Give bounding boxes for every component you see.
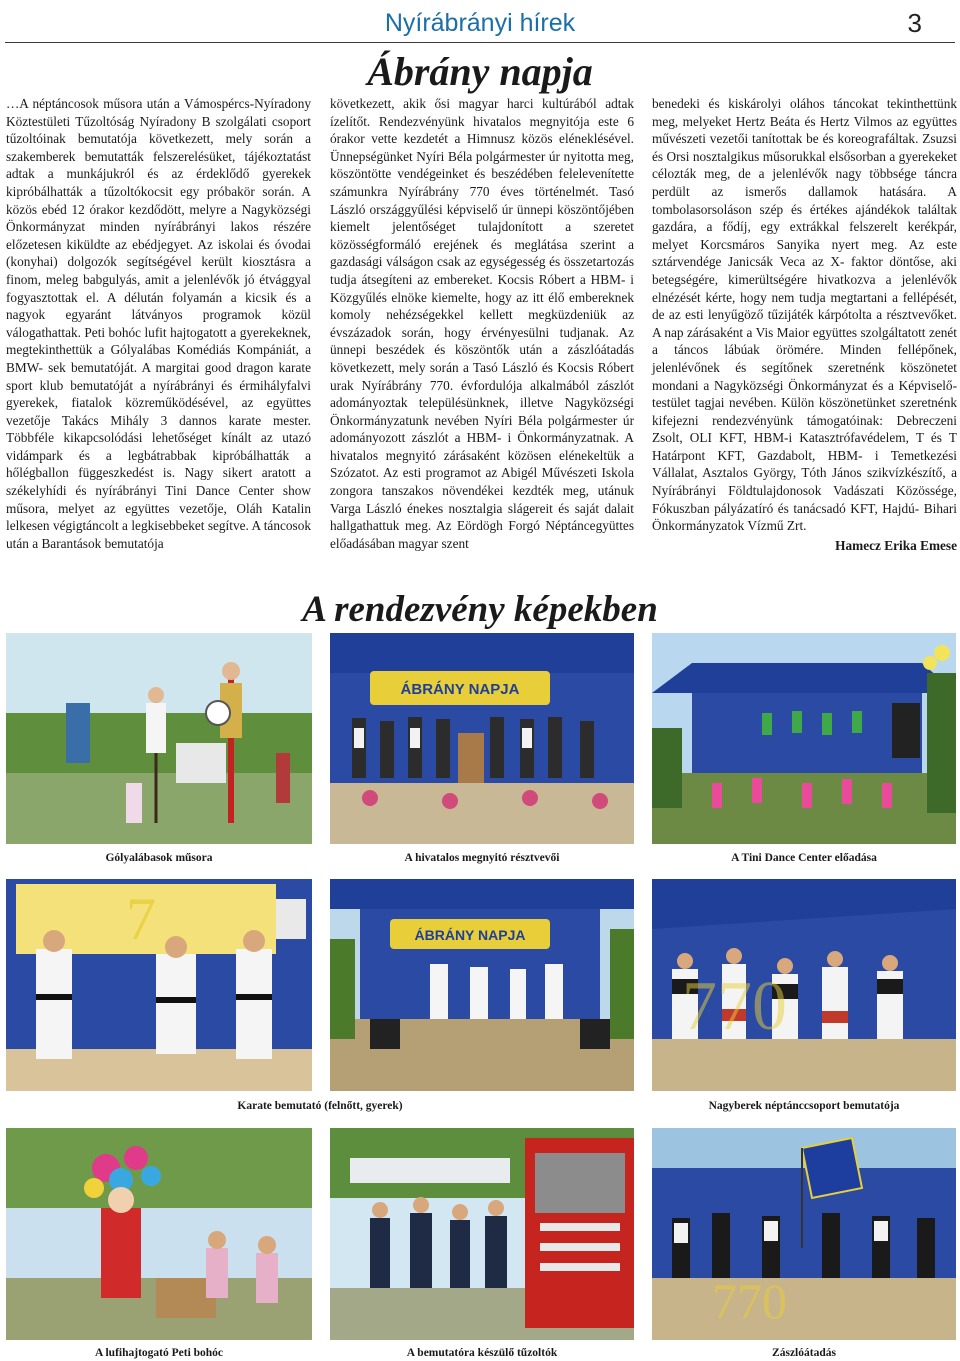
article-column-1: [6, 95, 311, 552]
tini-dance-image: [652, 633, 956, 844]
article-column-3: [652, 95, 957, 554]
firefighters-image: [330, 1128, 634, 1340]
paper-name: Nyírábrányi hírek: [384, 9, 576, 37]
opening-banner-text: ÁBRÁNY NAPJA: [400, 681, 520, 698]
caption-folk-dance: Nagyberek néptánccsoport bemutatója: [708, 1100, 900, 1112]
caption-firefighters: A bemutatóra készülő tűzoltók: [406, 1347, 558, 1359]
caption-stilt-walkers: Gólyalábasok műsora: [105, 852, 213, 864]
article-column-2: [330, 95, 634, 552]
svg-text:770: 770: [682, 968, 787, 1045]
caption-tini-dance: A Tini Dance Center előadása: [731, 852, 877, 864]
flag-handover-image: [652, 1128, 956, 1340]
photo-folk-dance: [652, 879, 956, 1091]
photo-balloon-clown: [6, 1128, 312, 1340]
svg-text:7: 7: [126, 886, 156, 952]
photo-firefighters: [330, 1128, 634, 1340]
photo-flag-handover: [652, 1128, 956, 1340]
karate-banner-text: ÁBRÁNY NAPJA: [414, 927, 526, 943]
folk-dance-image: [652, 879, 956, 1091]
stilt-walkers-image: [6, 633, 312, 844]
gallery-title: A rendezvény képekben: [302, 589, 658, 630]
photo-official-opening: [330, 633, 634, 844]
svg-text:770: 770: [712, 1273, 787, 1329]
caption-karate: Karate bemutató (felnőtt, gyerek): [237, 1100, 403, 1112]
article-paragraph: következett, akik ősi magyar harci kultúrából adtak ízelítőt. Rendezvényünk hivatalos megnyitója este 6 órakor vette kezdetét a Himnusz közös eléneklésével. Ünnepségünket Nyíri Béla polgármester úr nyitotta meg, köszöntötte vendégeinket és beszédében felelevenítette számunkra Nyírábrány 770 éves történelmét. Tasó László országgyűlési képviselő úr ünnepi köszöntőjében kiemelt jelentőséget tulajdonított a szeretet közösségformáló erejének és meglátása szerint a gazdasági válságon csak az egységesség és összetartozás tudja átsegíteni az embereket. Kocsis Róbert a HBM- i Közgyűlés elnöke kiemelte, hogy az itt élő embereknek komoly nehézségekkel kellett megküzdeniük az évszázadok során, hogy érvényesülni tudjanak. Az ünnepi beszédek és köszöntők után a zászlóátadás következett, mely során a Tasó László és Kocsis Róbert urak Nyírábrány 770. évfordulója alkalmából zászlót adományoztak településünknek, illetve Nagyközségi Önkormányzatunk nevében Nyíri Béla polgármester úr adományozott zászlót a HBM- i Önkormányzatnak. A hivatalos megnyitó zárásaként közösen elénekeltük a Szózatot. Az esti programot az Abigél Művészeti Iskola zongora tanszakos növendékei kezdték meg, utánuk Varga László énekes nosztalgia slágereit és saját dalait hallgathattuk meg. Az Eördögh Forgó Néptáncegyüttes előadásában magyar szent: [330, 96, 634, 551]
balloon-clown-image: [6, 1128, 312, 1340]
karate-children-image: [330, 879, 634, 1091]
caption-official-opening: A hivatalos megnyitó résztvevői: [404, 852, 560, 864]
photo-stilt-walkers: [6, 633, 312, 844]
article-paragraph: benedeki és kiskárolyi oláhos táncokat tekinthettünk meg, melyeket Hertz Beáta és Hertz Vilmos az együttes művészeti vezetői tanítottak be és koreografáltak. Zsuzsi és Orsi nosztalgikus műsorukkal elsősorban a gyerekeket célozták meg, de a jelenlévők nagy többsége táncra perdült az ismerős dallamok hatására. A tombolasorsoláson szép és értékes ajándékok találtak gazdára, a fődíj, egy extrákkal felszerelt kerékpár, melyet Korcsmáros Sanyika nyert meg. Az este sztárvendége Janicsák Veca az X- faktor döntőse, aki betegségére, kimerültségére hivatkozva a jelenlévők elnézését kérte, hogy nem tudja megtartani a fellépését, de az esti lenyűgöző tűzijáték kárpótolta a résztvevőket. A nap zárásaként a Vis Maior együttes szolgáltatott zenét a táncos lábúak örömére. Minden fellépőnek, jelenlévőnek és segítőnek szeretnénk köszönetet mondani a Nagyközségi Önkormányzat és a Képviselő- testület tagjai nevében. Külön köszönetünket szeretnénk kifejezni rendezvényünk támogatóinak: Debreczeni Zsolt, OLI KFT, HBM-i Katasztrófavédelem, T és T Határpont KFT, Gazdabolt, HBM- i Temetkezési Vállalat, Asztalos György, Tóth János szikvízkészítő, a Nyírábrányi Földtulajdonosok Vadászati Közössége, Fókuszban pályázatíró és tanácsadó KFT, Hajdú- Bihari Önkormányzatok Vízmű Zrt.: [652, 96, 957, 534]
article-headline: Ábrány napja: [367, 49, 593, 94]
article-paragraph: …A néptáncosok műsora után a Vámospércs-Nyíradony Köztestületi Tűzoltóság Nyíradony B szolgálati csoport tűzoltóinak bemutatója következett, mely során a szakemberek bemutatták felszerelésüket, tájékoztatást adtak a munkájukról és az érdeklődő gyerekek kipróbálhatták a tűzoltókocsit egy próbakör során. A közös ebéd 12 órakor kezdődött, melyre a Nagyközségi Önkormányzat minden nyírábrányi lakos részére előzetesen kiküldte az ebédjegyet. Az iskolai és óvodai (konyhai) dolgozók segítségével került kiosztásra a finom, meleg babgulyás, amit a jelenlévők jó étvággyal fogyasztottak el. A délután folyamán a kicsik és a nagyok egyaránt látványos programok közül válogathattak. Peti bohóc lufit hajtogatott a gyerekeknek, megtekinthettük a Gólyalábas Komédiás Kompániát, a BMW- sek bemutatóját. A margitai good dragon karate sport klub bemutatóját a nyírábrányi és érmihályfalvi gyerekek, fiatalok közreműködésével, az együttes vezetője Takács Mihály 3 dannos karate mester. Többféle kikapcsolódási lehetőséget kínált az utazó vidámpark és a legbátrabbak kipróbálhatták a hőlégballon függeszkedést is. Nagy sikert aratott a székelyhídi és nyírábrányi Tini Dance Center show műsora, melyet az együttes vezetője, Oláh Katalin lelkesen végigtáncolt a legkisebbeket segítve. A táncosok után a Barantások bemutatója: [6, 96, 311, 551]
official-opening-image: [330, 633, 634, 844]
page-number: 3: [907, 8, 922, 38]
caption-balloon-clown: A lufihajtogató Peti bohóc: [94, 1347, 224, 1359]
header-rule: [5, 42, 955, 43]
photo-tini-dance: [652, 633, 956, 844]
photo-karate-children: [330, 879, 634, 1091]
karate-adults-image: [6, 879, 312, 1091]
caption-flag-handover: Zászlóátadás: [772, 1347, 836, 1359]
author-signature: Hamecz Erika Emese: [835, 537, 957, 553]
photo-karate-adults: [6, 879, 312, 1091]
